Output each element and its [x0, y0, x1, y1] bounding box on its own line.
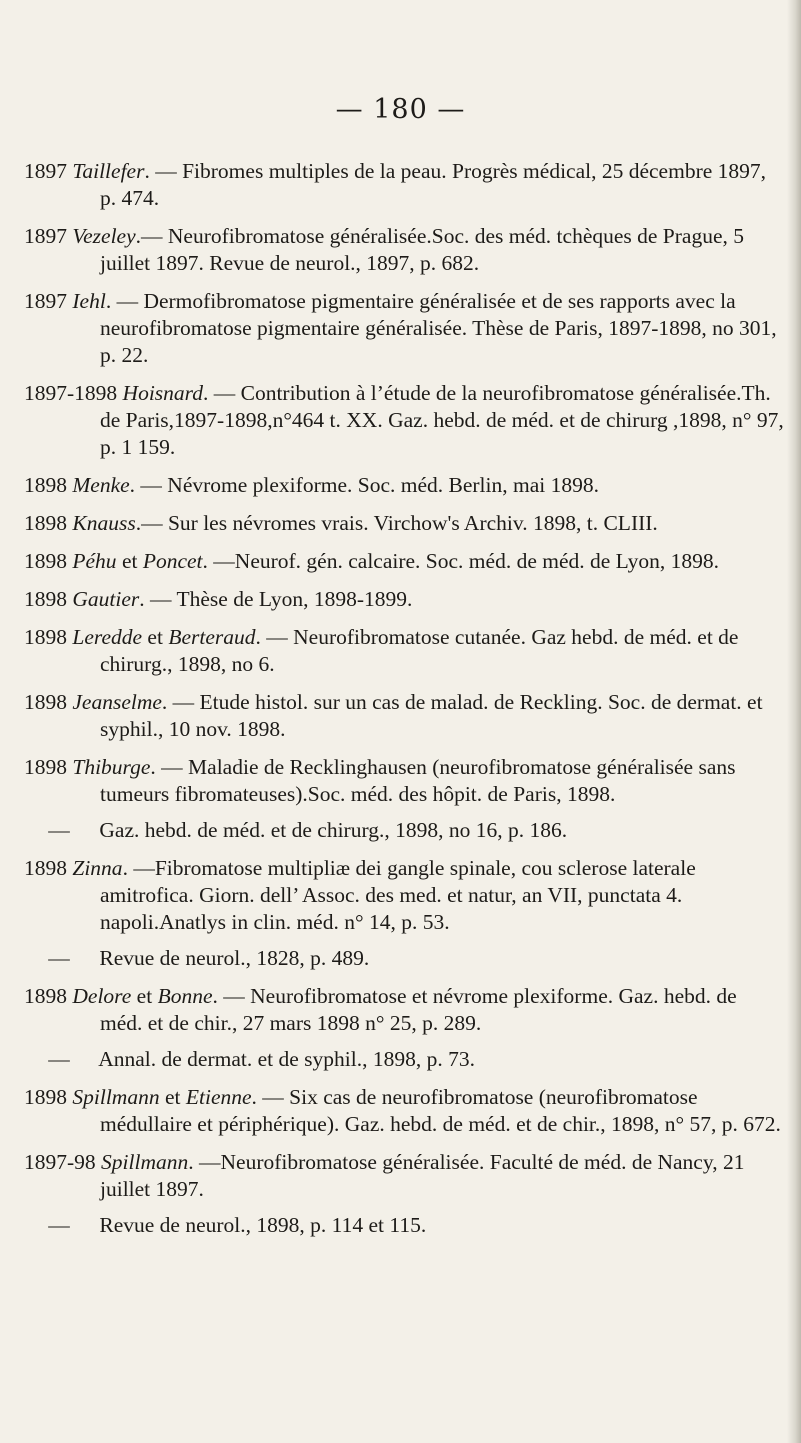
ditto-mark: —: [48, 946, 70, 970]
bibliography-entry-continuation: [24, 1212, 784, 1239]
entry-coauthor: Etienne: [185, 1085, 252, 1109]
entry-author: Gautier: [72, 587, 140, 611]
entry-text: Revue de neurol., 1898, p. 114 et 115.: [99, 1213, 427, 1237]
entry-coauthor: Berteraud: [168, 625, 256, 649]
entry-text: . — Neurofibromatose et névrome plexiforme. Gaz. hebd. de méd. et de chir., 27 mars 1898 n° 25, p. 289.: [100, 984, 737, 1035]
entry-text: Revue de neurol., 1828, p. 489.: [99, 946, 370, 970]
ditto-mark: —: [48, 1047, 70, 1071]
page-number: — 180 —: [335, 94, 466, 125]
entry-year: 1897-98: [24, 1150, 96, 1174]
entry-author: Hoisnard: [122, 381, 203, 405]
entry-year: 1898: [24, 625, 67, 649]
entry-text: . — Thèse de Lyon, 1898-1899.: [139, 587, 413, 611]
bibliography-entry-continuation: [24, 1046, 784, 1073]
entry-text: . — Dermofibromatose pigmentaire généralisée et de ses rapports avec la neurofibromatose pigmentaire généralisée. Thèse de Paris, 1897-1898, no 301, p. 22.: [100, 289, 777, 367]
entry-author: Delore: [72, 984, 132, 1008]
entry-author: Knauss: [72, 511, 136, 535]
bibliography-entry-continuation: [24, 945, 784, 972]
entry-text: . — Fibromes multiples de la peau. Progrès médical, 25 décembre 1897, p. 474.: [100, 159, 767, 210]
entry-year: 1898: [24, 755, 67, 779]
entry-text: . — Maladie de Recklinghausen (neurofibromatose généralisée sans tumeurs fibromateuses).Soc. méd. des hôpit. de Paris, 1898.: [100, 755, 736, 806]
entry-author: Menke: [72, 473, 130, 497]
entry-year: 1898: [24, 984, 67, 1008]
entry-coauthor: Bonne: [157, 984, 213, 1008]
entry-year: 1898: [24, 690, 67, 714]
entry-year: 1898: [24, 856, 67, 880]
bibliography-entry: [24, 1084, 784, 1138]
bibliography-entry: [24, 548, 784, 575]
bibliography-entry: [24, 754, 784, 808]
entry-text: . —Neurof. gén. calcaire. Soc. méd. de méd. de Lyon, 1898.: [202, 549, 719, 573]
entry-author: Zinna: [72, 856, 123, 880]
bibliography-entry-continuation: [24, 817, 784, 844]
entry-author: Vezeley: [72, 224, 136, 248]
bibliography-entry: [24, 586, 784, 613]
bibliography-entry: [24, 472, 784, 499]
entry-year: 1898: [24, 587, 67, 611]
entry-year: 1897: [24, 159, 67, 183]
page-edge-shadow: [787, 0, 801, 1443]
bibliography-list: [24, 158, 784, 1250]
entry-author: Iehl: [72, 289, 106, 313]
entry-author: Leredde: [72, 625, 143, 649]
entry-author: Thiburge: [72, 755, 151, 779]
entry-conjunction: et: [131, 984, 158, 1008]
entry-author: Spillmann: [101, 1150, 189, 1174]
entry-text: Gaz. hebd. de méd. et de chirurg., 1898, no 16, p. 186.: [99, 818, 568, 842]
entry-text: Annal. de dermat. et de syphil., 1898, p. 73.: [98, 1047, 475, 1071]
entry-text: . —Fibromatose multipliæ dei gangle spinale, cou sclerose laterale amitrofica. Giorn. dell’ Assoc. des med. et natur, an VII, punctata 4. napoli.Anatlys in clin. méd. n° 14, p. 53.: [100, 856, 696, 934]
bibliography-entry: [24, 510, 784, 537]
entry-year: 1897-1898: [24, 381, 118, 405]
bibliography-entry: [24, 380, 784, 461]
entry-year: 1897: [24, 289, 67, 313]
entry-text: . — Etude histol. sur un cas de malad. de Reckling. Soc. de dermat. et syphil., 10 nov. 1898.: [100, 690, 763, 741]
entry-conjunction: et: [159, 1085, 186, 1109]
entry-author: Taillefer: [72, 159, 145, 183]
entry-conjunction: et: [142, 625, 169, 649]
entry-author: Spillmann: [72, 1085, 160, 1109]
entry-text: . — Névrome plexiforme. Soc. méd. Berlin, mai 1898.: [129, 473, 599, 497]
ditto-mark: —: [48, 1213, 70, 1237]
bibliography-entry: [24, 624, 784, 678]
entry-text: .— Neurofibromatose généralisée.Soc. des méd. tchèques de Prague, 5 juillet 1897. Revue de neurol., 1897, p. 682.: [100, 224, 745, 275]
ditto-mark: —: [48, 818, 70, 842]
bibliography-entry: [24, 158, 784, 212]
bibliography-entry: [24, 689, 784, 743]
entry-text: . — Contribution à l’étude de la neurofibromatose généralisée.Th. de Paris,1897-1898,n°464 t. XX. Gaz. hebd. de méd. et de chirurg ,1898, n° 97, p. 1 159.: [100, 381, 784, 459]
entry-author: Jeanselme: [72, 690, 162, 714]
entry-year: 1897: [24, 224, 67, 248]
bibliography-entry: [24, 983, 784, 1037]
bibliography-entry: [24, 855, 784, 936]
bibliography-entry: [24, 223, 784, 277]
bibliography-entry: [24, 288, 784, 369]
entry-text: .— Sur les névromes vrais. Virchow's Archiv. 1898, t. CLIII.: [135, 511, 658, 535]
entry-text: . —Neurofibromatose généralisée. Faculté de méd. de Nancy, 21 juillet 1897.: [100, 1150, 745, 1201]
entry-author: Péhu: [72, 549, 117, 573]
entry-conjunction: et: [116, 549, 143, 573]
bibliography-entry: [24, 1149, 784, 1203]
entry-text: . — Neurofibromatose cutanée. Gaz hebd. de méd. et de chirurg., 1898, no 6.: [100, 625, 739, 676]
entry-year: 1898: [24, 1085, 67, 1109]
entry-year: 1898: [24, 473, 67, 497]
entry-coauthor: Poncet: [142, 549, 203, 573]
entry-year: 1898: [24, 511, 67, 535]
entry-text: . — Six cas de neurofibromatose (neurofibromatose médullaire et périphérique). Gaz. hebd. de méd. et de chir., 1898, n° 57, p. 672.: [100, 1085, 781, 1136]
entry-year: 1898: [24, 549, 67, 573]
